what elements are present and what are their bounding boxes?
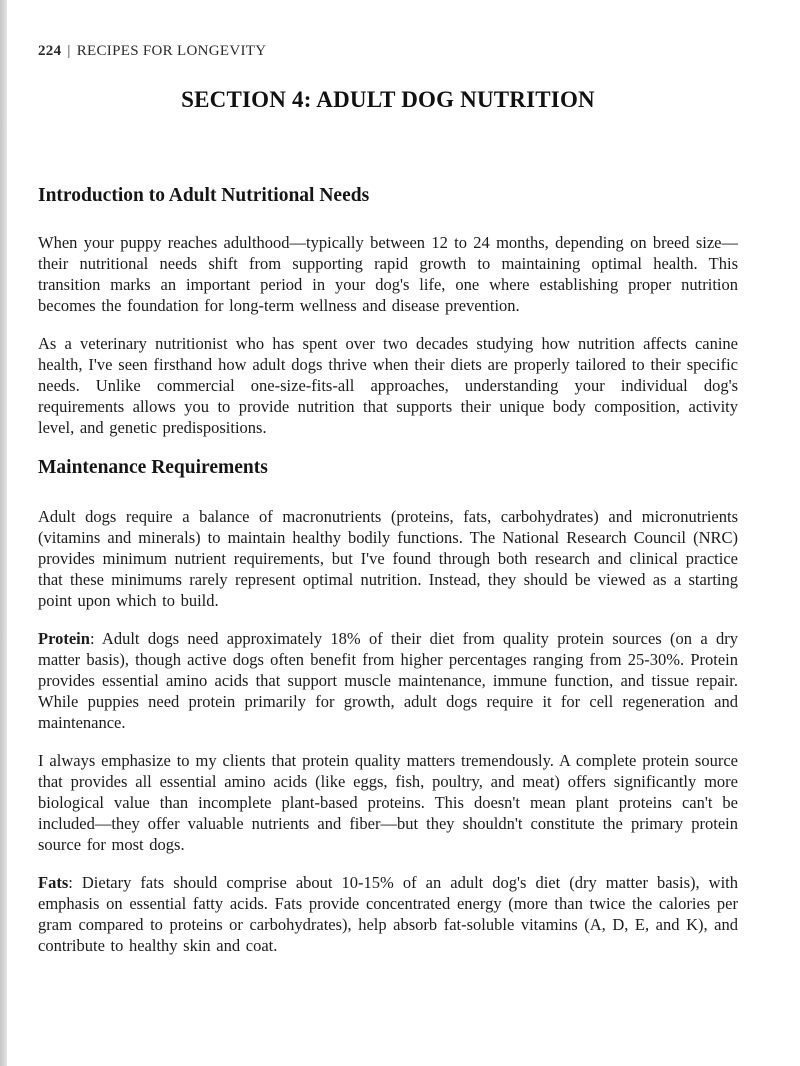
- paragraph-text: : Dietary fats should comprise about 10-15% of an adult dog's diet (dry matter basis), with emphasis on essential fatty acids. Fats provide concentrated energy (more than twice the calories per gram compared to proteins or carbohydrates), help absorb fat-soluble vitamins (A, D, E, and K), and contribute to healthy skin and coat.: [38, 873, 738, 955]
- running-header: [38, 42, 738, 60]
- page-number: 224: [38, 43, 62, 59]
- page-scan-edge: [0, 0, 7, 1066]
- book-page: [38, 0, 738, 973]
- heading-introduction: Introduction to Adult Nutritional Needs: [38, 185, 370, 206]
- paragraph-text: Adult dogs require a balance of macronutrients (proteins, fats, carbohydrates) and micronutrients (vitamins and minerals) to maintain healthy bodily functions. The National Research Council (NRC) provides minimum nutrient requirements, but I've found through both research and clinical practice that these minimums rarely represent optimal nutrition. Instead, they should be viewed as a starting point upon which to build.: [38, 507, 738, 610]
- heading-maintenance-requirements: Maintenance Requirements: [38, 457, 268, 478]
- paragraph-veterinary-nutritionist: [38, 333, 738, 438]
- paragraph-lead-fats: Fats: [38, 873, 69, 892]
- paragraph-text: As a veterinary nutritionist who has spent over two decades studying how nutrition affects canine health, I've seen firsthand how adult dogs thrive when their diets are properly tailored to their specific needs. Unlike commercial one-size-fits-all approaches, understanding your individual dog's requirements allows you to provide nutrition that supports their unique body composition, activity level, and genetic predispositions.: [38, 334, 738, 437]
- header-separator: |: [67, 43, 71, 59]
- paragraph-text: When your puppy reaches adulthood—typically between 12 to 24 months, depending on breed size—their nutritional needs shift from supporting rapid growth to maintaining optimal health. This transition marks an important period in your dog's life, one where establishing proper nutrition becomes the foundation for long-term wellness and disease prevention.: [38, 233, 738, 315]
- book-title: RECIPES FOR LONGEVITY: [76, 43, 267, 59]
- section-title: SECTION 4: ADULT DOG NUTRITION: [181, 87, 595, 112]
- paragraph-protein: [38, 628, 738, 733]
- paragraph-protein-quality: [38, 750, 738, 855]
- paragraph-macronutrient-balance: [38, 506, 738, 611]
- paragraph-text: I always emphasize to my clients that protein quality matters tremendously. A complete protein source that provides all essential amino acids (like eggs, fish, poultry, and meat) offers significantly more biological value than incomplete plant-based proteins. This doesn't mean plant proteins can't be included—they offer valuable nutrients and fiber—but they shouldn't constitute the primary protein source for most dogs.: [38, 751, 738, 854]
- paragraph-fats: [38, 872, 738, 956]
- paragraph-lead-protein: Protein: [38, 629, 90, 648]
- paragraph-text: : Adult dogs need approximately 18% of their diet from quality protein sources (on a dry matter basis), though active dogs often benefit from higher percentages ranging from 25-30%. Protein provides essential amino acids that support muscle maintenance, immune function, and tissue repair. While puppies need protein primarily for growth, adult dogs require it for cell regeneration and maintenance.: [38, 629, 738, 732]
- paragraph-adulthood-transition: [38, 232, 738, 316]
